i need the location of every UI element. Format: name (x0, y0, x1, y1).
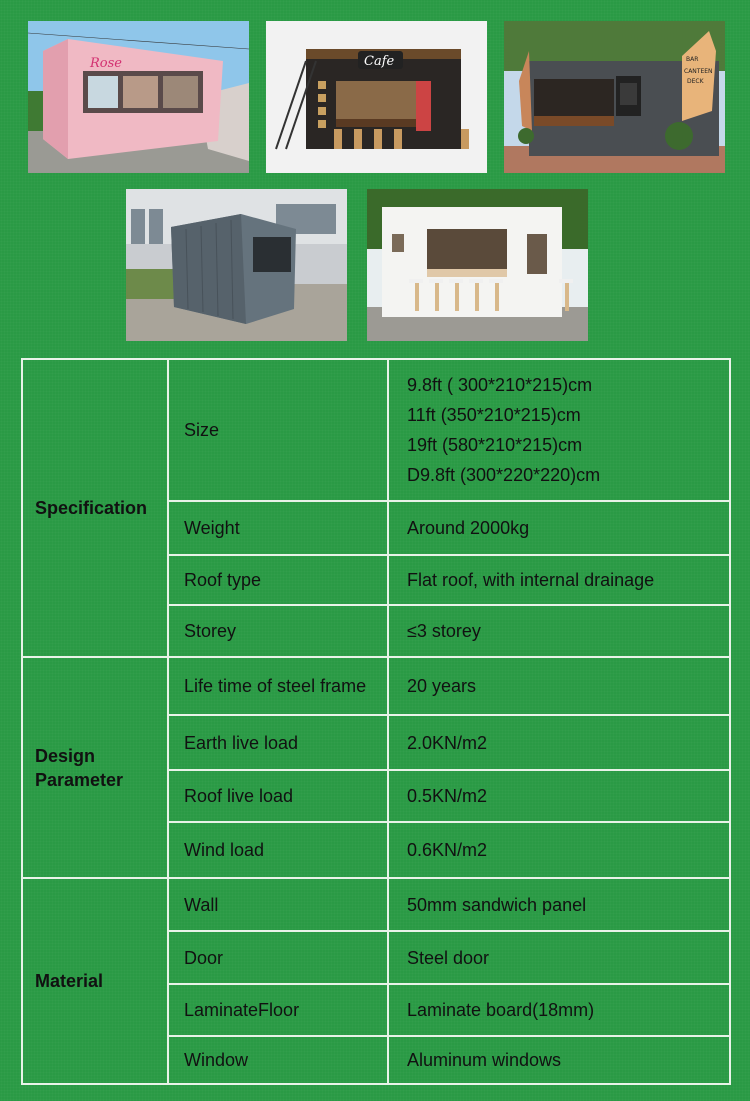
param-size: Size (168, 359, 388, 501)
pink-container-shop-photo (28, 21, 249, 173)
group-specification: Specification (22, 359, 168, 657)
value-laminate-floor: Laminate board(18mm) (388, 984, 730, 1036)
value-window: Aluminum windows (388, 1036, 730, 1084)
value-wind-load: 0.6KN/m2 (388, 822, 730, 878)
svg-text:CANTEEN: CANTEEN (684, 68, 713, 75)
grey-bar-container-photo (504, 21, 725, 173)
value-weight: Around 2000kg (388, 501, 730, 555)
white-container-bar-photo (367, 189, 588, 341)
group-material: Material (22, 878, 168, 1084)
size-line-4: D9.8ft (300*220*220)cm (407, 465, 601, 485)
svg-text:Cafe: Cafe (364, 54, 395, 69)
value-wall: 50mm sandwich panel (388, 878, 730, 931)
param-storey: Storey (168, 605, 388, 657)
param-wall: Wall (168, 878, 388, 931)
grey-shipping-container-photo (126, 189, 347, 341)
param-laminate-floor: LaminateFloor (168, 984, 388, 1036)
group-label-line-2: Parameter (35, 769, 124, 790)
value-storey: ≤3 storey (388, 605, 730, 657)
specification-table (21, 358, 731, 1085)
param-roof-type: Roof type (168, 555, 388, 605)
value-door: Steel door (388, 931, 730, 984)
param-roof-live-load: Roof live load (168, 770, 388, 822)
param-earth-live-load: Earth live load (168, 715, 388, 770)
param-life-time: Life time of steel frame (168, 657, 388, 715)
black-container-cafe-photo (266, 21, 487, 173)
value-life-time: 20 years (388, 657, 730, 715)
size-line-2: 11ft (350*210*215)cm (407, 405, 581, 425)
size-line-3: 19ft (580*210*215)cm (407, 435, 583, 455)
group-design-parameter (22, 657, 168, 878)
group-label-line-1: Design (35, 745, 96, 766)
param-weight: Weight (168, 501, 388, 555)
size-line-1: 9.8ft ( 300*210*215)cm (407, 375, 593, 395)
svg-text:Rose: Rose (90, 56, 122, 71)
svg-text:DECK: DECK (687, 78, 704, 85)
svg-text:BAR: BAR (686, 56, 699, 63)
table-row (22, 878, 730, 931)
table-row (22, 359, 730, 501)
param-wind-load: Wind load (168, 822, 388, 878)
value-size (388, 359, 730, 501)
param-door: Door (168, 931, 388, 984)
value-roof-live-load: 0.5KN/m2 (388, 770, 730, 822)
param-window: Window (168, 1036, 388, 1084)
value-earth-live-load: 2.0KN/m2 (388, 715, 730, 770)
table-row (22, 657, 730, 715)
value-roof-type: Flat roof, with internal drainage (388, 555, 730, 605)
